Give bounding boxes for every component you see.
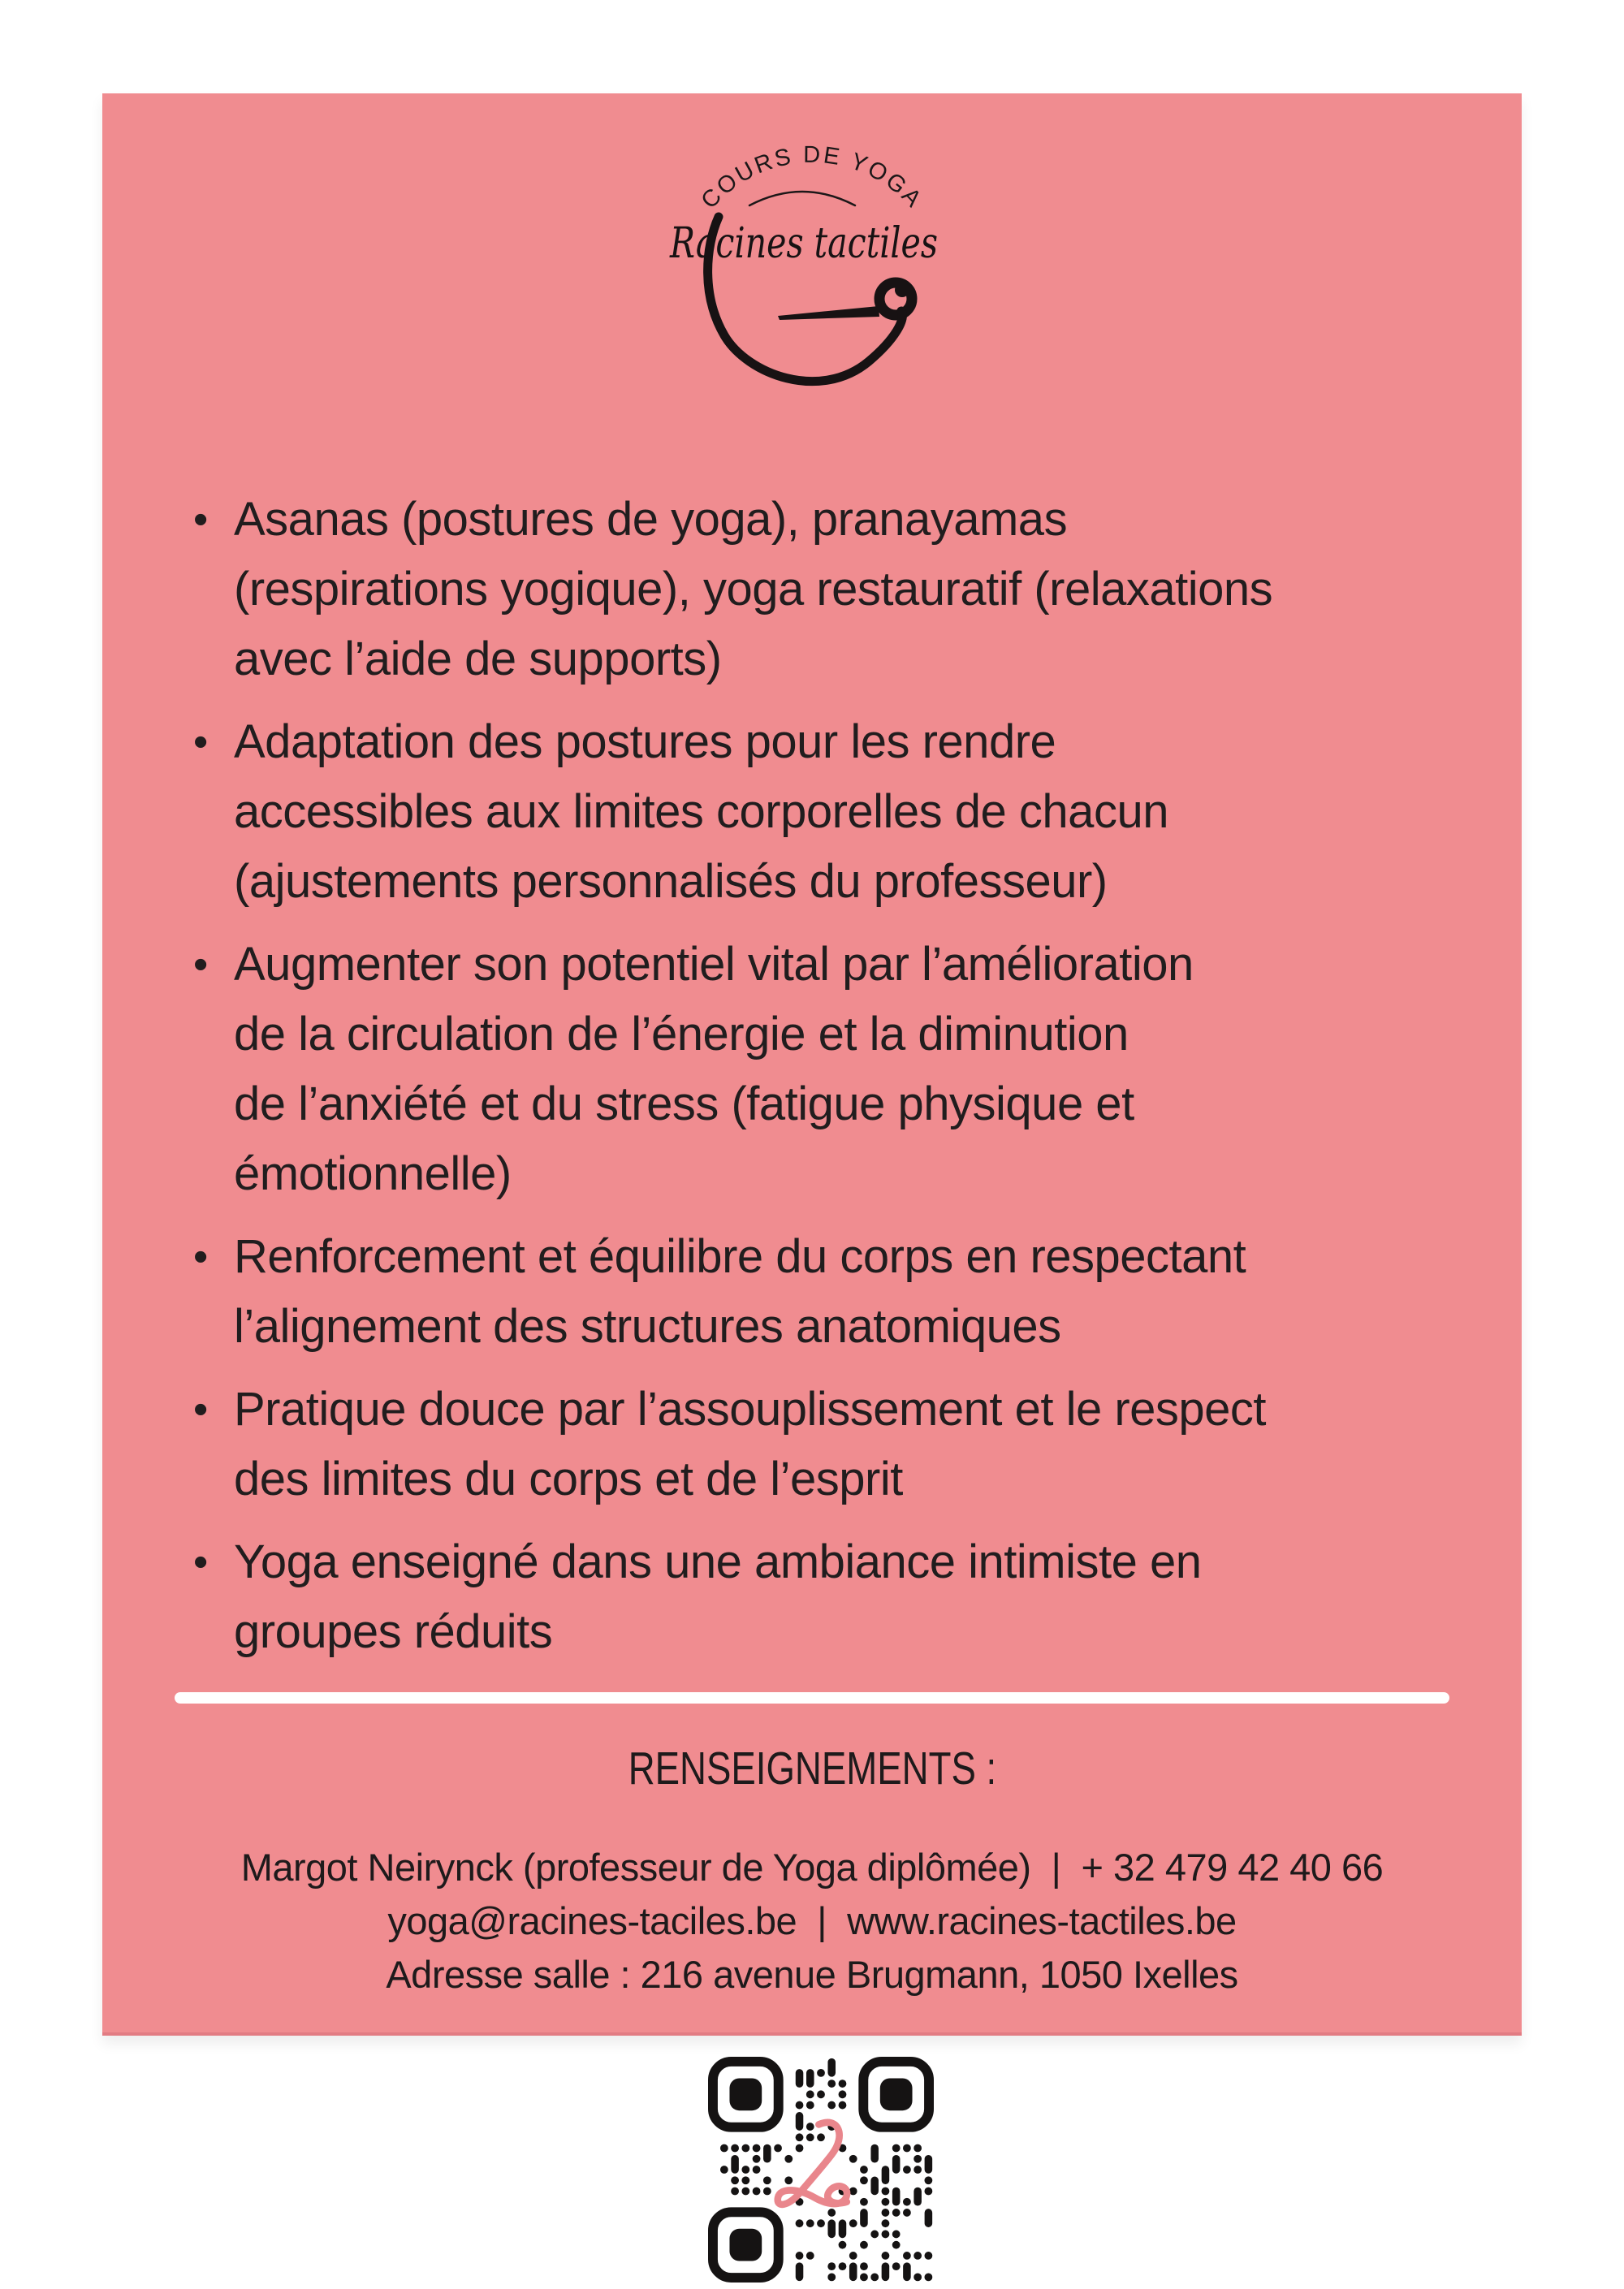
bullet-icon: •	[193, 719, 208, 766]
list-item	[193, 707, 1460, 917]
qr-module	[806, 2069, 814, 2088]
list-item	[193, 1222, 1460, 1362]
brand-logo	[633, 134, 991, 402]
qr-module	[849, 2262, 857, 2281]
qr-module	[860, 2273, 868, 2281]
qr-module	[839, 2262, 847, 2270]
qr-module	[796, 2262, 804, 2281]
qr-module	[870, 2176, 879, 2195]
qr-module	[839, 2241, 847, 2249]
bullet-icon: •	[193, 1233, 208, 1281]
qr-module	[903, 2198, 911, 2206]
qr-module	[839, 2080, 847, 2088]
qr-finder-pattern	[713, 2062, 779, 2127]
qr-module	[892, 2209, 901, 2217]
qr-module	[720, 2166, 728, 2174]
qr-module	[903, 2262, 911, 2281]
qr-module	[882, 2252, 890, 2260]
qr-module	[914, 2188, 922, 2206]
bullet-text-line: l’alignement des structures anatomiques	[234, 1300, 1061, 1353]
bullet-icon: •	[193, 496, 208, 543]
qr-module	[849, 2252, 857, 2260]
bullet-text-line: (respirations yogique), yoga restauratif (relaxations	[234, 563, 1273, 615]
contact-block	[102, 1841, 1522, 2002]
qr-module	[806, 2090, 814, 2098]
qr-module	[914, 2155, 922, 2163]
qr-module	[753, 2188, 761, 2196]
list-item	[193, 1375, 1460, 1514]
qr-module	[763, 2176, 771, 2184]
qr-module	[892, 2144, 901, 2153]
qr-module	[892, 2188, 901, 2206]
qr-module	[924, 2252, 932, 2260]
qr-module	[882, 2219, 890, 2227]
qr-module	[903, 2209, 911, 2217]
qr-module	[839, 2090, 847, 2098]
qr-finder-pattern	[713, 2212, 779, 2278]
bullet-text-line: Renforcement et équilibre du corps en respectant	[234, 1230, 1246, 1283]
qr-module	[784, 2176, 793, 2184]
qr-module	[849, 2155, 857, 2163]
bullet-text-line: Adaptation des postures pour les rendre	[234, 715, 1056, 768]
contact-line-email-website: yoga@racines-taciles.be | www.racines-tactiles.be	[387, 1899, 1237, 1942]
qr-module	[860, 2209, 868, 2227]
qr-module	[892, 2262, 901, 2270]
qr-module	[892, 2241, 901, 2249]
qr-module	[720, 2144, 728, 2153]
qr-module	[870, 2231, 879, 2239]
qr-module	[817, 2219, 825, 2227]
bullet-text-line: Yoga enseigné dans une ambiance intimiste en	[234, 1535, 1202, 1588]
bullet-text-line: accessibles aux limites corporelles de chacun	[234, 785, 1168, 838]
qr-module	[827, 2273, 836, 2281]
qr-module	[839, 2219, 847, 2238]
qr-module	[741, 2188, 749, 2196]
qr-module	[731, 2155, 739, 2174]
qr-module	[882, 2188, 890, 2196]
qr-module	[806, 2219, 814, 2227]
bullet-icon: •	[193, 1386, 208, 1433]
logo-arc-textpath: COURS DE YOGA	[696, 141, 928, 214]
qr-module	[806, 2252, 814, 2260]
qr-module	[870, 2144, 879, 2163]
qr-module	[903, 2252, 911, 2260]
qr-module	[892, 2231, 901, 2239]
contact-line-teacher-phone: Margot Neirynck (professeur de Yoga diplômée) | + 32 479 42 40 66	[240, 1846, 1384, 1889]
logo-arc-text	[697, 142, 928, 214]
qr-module	[796, 2144, 804, 2153]
bullet-text-line: groupes réduits	[234, 1605, 553, 1658]
qr-module	[870, 2273, 879, 2281]
list-item	[193, 1527, 1460, 1667]
logo-script-text: Racines tactiles	[669, 219, 938, 268]
bullet-text-line: de la circulation de l’énergie et la diminution	[234, 1008, 1129, 1060]
qr-module	[925, 2155, 933, 2174]
qr-module	[741, 2144, 749, 2153]
qr-module	[882, 2166, 890, 2184]
qr-module	[860, 2241, 868, 2249]
flyer-card	[102, 93, 1522, 2036]
qr-module	[860, 2166, 868, 2174]
qr-finder-pattern	[863, 2062, 929, 2127]
qr-module	[827, 2219, 836, 2238]
qr-module	[827, 2262, 836, 2270]
qr-module	[784, 2155, 793, 2163]
qr-module	[753, 2144, 761, 2153]
logo-needle-line	[778, 306, 879, 320]
qr-module	[827, 2080, 836, 2088]
qr-module	[806, 2133, 814, 2141]
qr-module	[817, 2069, 825, 2077]
bullet-text-line: Asanas (postures de yoga), pranayamas	[234, 493, 1068, 546]
qr-module	[827, 2058, 836, 2077]
qr-module	[796, 2069, 804, 2088]
qr-module	[796, 2252, 804, 2260]
qr-module	[817, 2090, 825, 2098]
feature-list	[193, 485, 1460, 1680]
qr-module	[914, 2252, 922, 2260]
bullet-text-line: (ajustements personnalisés du professeur)	[234, 855, 1108, 908]
qr-module	[753, 2155, 761, 2163]
qr-module	[796, 2219, 804, 2227]
qr-module	[882, 2262, 890, 2281]
qr-module	[796, 2101, 804, 2110]
qr-module	[806, 2101, 814, 2110]
bullet-text-line: de l’anxiété et du stress (fatigue physique et	[234, 1078, 1134, 1130]
qr-module	[849, 2219, 857, 2227]
qr-module	[860, 2176, 868, 2184]
qr-module	[924, 2176, 932, 2184]
bullet-text-line: Augmenter son potentiel vital par l’amélioration	[234, 938, 1194, 991]
qr-module	[731, 2188, 739, 2196]
qr-module	[860, 2198, 868, 2206]
qr-module	[774, 2144, 782, 2153]
contact-line-address: Adresse salle : 216 avenue Brugmann, 1050 Ixelles	[386, 1953, 1238, 1996]
qr-module	[924, 2188, 932, 2196]
qr-module	[882, 2209, 890, 2217]
qr-module	[882, 2231, 890, 2239]
info-heading	[102, 1742, 1522, 1795]
qr-module	[731, 2176, 739, 2184]
qr-module	[925, 2209, 933, 2227]
qr-module	[882, 2198, 890, 2206]
qr-module	[753, 2166, 761, 2174]
qr-module	[903, 2144, 911, 2153]
qr-module	[839, 2101, 847, 2110]
qr-module	[903, 2166, 911, 2174]
bullet-text-line: des limites du corps et de l’esprit	[234, 1453, 903, 1505]
bullet-icon: •	[193, 941, 208, 988]
qr-module	[817, 2133, 825, 2141]
logo-thin-arc	[749, 192, 855, 205]
bullet-text-line: Pratique douce par l’assouplissement et le respect	[234, 1383, 1267, 1436]
qr-module	[796, 2112, 804, 2131]
bullet-icon: •	[193, 1539, 208, 1586]
qr-module	[796, 2133, 804, 2141]
qr-module	[731, 2144, 739, 2153]
qr-module	[741, 2176, 749, 2184]
list-item	[193, 930, 1460, 1209]
qr-module	[763, 2188, 771, 2196]
qr-module	[914, 2144, 922, 2153]
brand-logo-graphic	[633, 134, 991, 402]
divider-line	[175, 1692, 1449, 1704]
qr-module	[827, 2101, 836, 2110]
qr-code-graphic	[708, 2057, 934, 2283]
bullet-text-line: avec l’aide de supports)	[234, 633, 722, 685]
bullet-text-line: émotionnelle)	[234, 1147, 512, 1200]
qr-module	[806, 2123, 814, 2131]
qr-module	[827, 2209, 836, 2217]
qr-module	[892, 2155, 901, 2174]
qr-code	[708, 2057, 934, 2283]
qr-module	[914, 2166, 922, 2174]
qr-module	[741, 2166, 749, 2174]
qr-module	[914, 2273, 922, 2281]
qr-module	[763, 2144, 771, 2163]
list-item	[193, 485, 1460, 694]
info-heading-label: RENSEIGNEMENTS :	[628, 1743, 996, 1794]
logo-knot-blob	[895, 283, 909, 297]
qr-module	[860, 2262, 868, 2270]
qr-module	[924, 2273, 932, 2281]
